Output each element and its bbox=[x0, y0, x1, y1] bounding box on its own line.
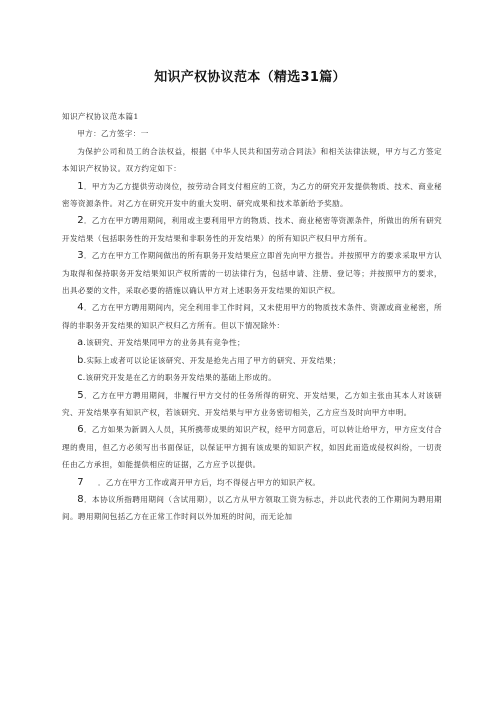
sub-clause-text: .该研究、开发结果同甲方的业务具有竞争性； bbox=[83, 338, 245, 348]
clause-1 bbox=[62, 178, 442, 213]
sub-clause-letter: a bbox=[77, 337, 84, 349]
sub-clause-b bbox=[62, 352, 442, 369]
document-body bbox=[62, 108, 442, 526]
clause-number: 4 bbox=[77, 302, 84, 314]
clause-2 bbox=[62, 212, 442, 247]
intro-paragraph: 为保护公司和员工的合法权益，根据《中华人民共和国劳动合同法》和相关法律法规，甲方与乙方签定本知识产权协议。双方约定如下： bbox=[62, 146, 442, 174]
clause-6 bbox=[62, 421, 442, 473]
clause-8 bbox=[62, 491, 442, 526]
clause-text: ．乙方在甲方工作期间做出的所有职务开发结果应立即首先向甲方报告。并按照甲方的要求采取甲方认为取得和保持职务开发结果知识产权所需的一切法律行为，包括申请、注册、登记等；并按照甲方的要求，出具必要的文件，采取必要的措施以确认甲方对上述职务开发结果的知识产权。 bbox=[62, 251, 442, 296]
sub-clause-letter: c bbox=[77, 372, 83, 384]
clause-number: 8 bbox=[77, 493, 84, 505]
clause-7 bbox=[62, 474, 442, 491]
clause-text: ．乙方在甲方聘用期间，非履行甲方交付的任务所得的研究、开发结果，乙方如主张由其本人对该研究、开发结果享有知识产权，若该研究、开发结果与甲方业务密切相关，乙方应当及时向甲方申明。 bbox=[62, 390, 442, 417]
sub-clause-letter: b bbox=[77, 354, 84, 366]
clause-text: ．乙方在甲方聘用期间内，完全利用非工作时间，又未使用甲方的物质技术条件、资源或商业秘密，所得的非职务开发结果的知识产权归乙方所有。但以下情况除外： bbox=[62, 303, 442, 330]
sub-clause-text: .该研究开发是在乙方的职务开发结果的基础上形成的。 bbox=[82, 373, 277, 383]
clause-text: ．甲方为乙方提供劳动岗位，按劳动合同支付相应的工资，为乙方的研究开发提供物质、技术、商业秘密等资源条件。对乙方在研究开发中的重大发明、研究成果和技术革新给予奖励。 bbox=[62, 181, 442, 209]
clause-number: 7 bbox=[77, 476, 84, 488]
document-title: 知识产权协议范本（精选31篇） bbox=[154, 70, 346, 85]
clause-number: 1 bbox=[77, 180, 84, 192]
section-heading: 知识产权协议范本篇1 bbox=[62, 112, 139, 121]
clause-number: 5 bbox=[77, 389, 84, 401]
clause-text: ．本协议所指聘用期间（含试用期），以乙方从甲方领取工资为标志，并以此代表的工作期间为聘用期间。聘用期间包括乙方在正常工作时间以外加班的时间，而无论加 bbox=[62, 494, 442, 522]
sub-clause-c bbox=[62, 369, 442, 386]
parties-line: 甲方：乙方签字：一 bbox=[77, 129, 149, 139]
clause-number: 2 bbox=[77, 215, 84, 227]
clause-number: 6 bbox=[77, 424, 84, 436]
clause-text: ．乙方如果为新调入人员，其所携带成果的知识产权，经甲方同意后，可以转让给甲方，甲方应支付合理的费用，但乙方必须写出书面保证，以保证甲方拥有该成果的知识产权，如因此而造成侵权纠纷，一切责任由乙方承担，如能提供相应的证据，乙方应予以提供。 bbox=[62, 425, 442, 470]
clause-4 bbox=[62, 299, 442, 334]
clause-text: ．乙方在甲方聘用期间，利用或主要利用甲方的物质、技术、商业秘密等资源条件，所做出的所有研究开发结果（包括职务性的开发结果和非职务性的开发结果）的所有知识产权归甲方所有。 bbox=[62, 216, 442, 243]
clause-5 bbox=[62, 387, 442, 422]
clause-3 bbox=[62, 247, 442, 299]
sub-clause-text: .实际上或者可以论证该研究、开发是抢先占用了甲方的研究、开发结果； bbox=[83, 355, 341, 365]
sub-clause-a bbox=[62, 334, 442, 351]
clause-text: ．乙方在甲方工作或离开甲方后，均不得侵占甲方的知识产权。 bbox=[97, 477, 321, 487]
clause-number: 3 bbox=[77, 250, 84, 262]
